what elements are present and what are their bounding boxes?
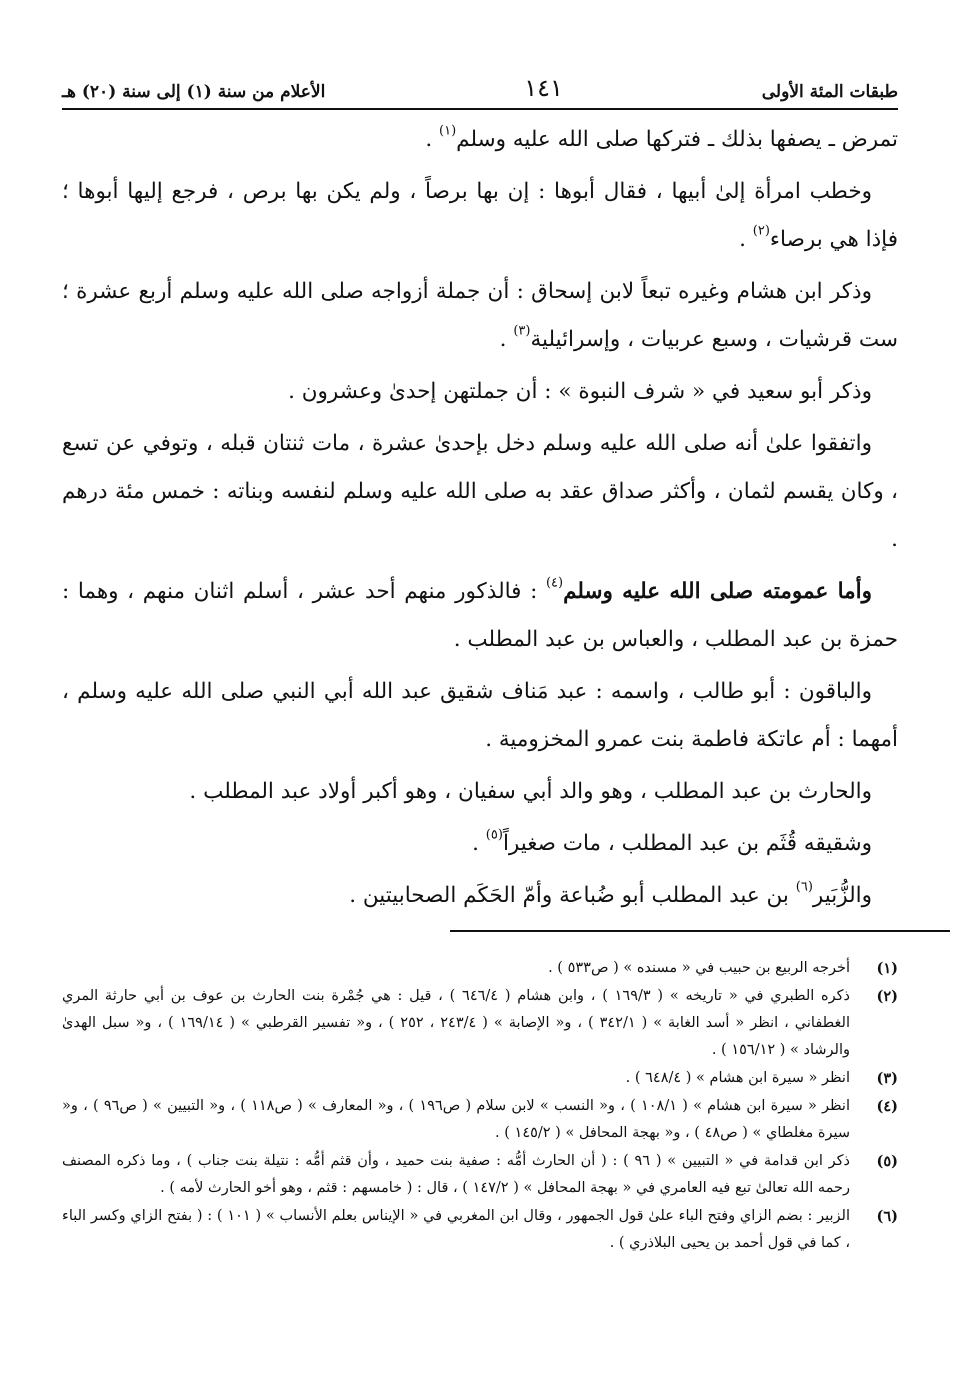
footnote-divider <box>450 930 950 932</box>
paragraph <box>62 668 898 764</box>
footnote <box>62 1203 898 1257</box>
paragraph-text: وشقيقه قُثَم بن عبد المطلب ، مات صغيراً <box>502 831 872 856</box>
footnote-ref: (٣) <box>513 323 531 339</box>
footnote <box>62 983 898 1064</box>
paragraph-text: بن عبد المطلب أبو ضُباعة وأمّ الحَكَم الصحابيتين . <box>349 883 796 908</box>
footnote <box>62 955 898 982</box>
paragraph-text: . <box>472 831 486 856</box>
paragraph-text: وذكر ابن هشام وغيره تبعاً لابن إسحاق : أن جملة أزواجه صلى الله عليه وسلم أربع عشرة ؛ ست قرشيات ، وسبع عربيات ، وإسرائيلية <box>62 279 898 352</box>
footnotes <box>62 955 898 1258</box>
footnote-text: انظر « سيرة ابن هشام » ( ١٠٨/١ ) ، و« النسب » لابن سلام ( ص١٩٦ ) ، و« المعارف » ( ص١١٨ ) ، و« التبيين » ( ص٩٦ ) ، و« سيرة مغلطاي » ( ص٤٨ ) ، و« بهجة المحافل » ( ١٤٥/٢ ) . <box>62 1098 850 1141</box>
paragraph-text: والباقون : أبو طالب ، واسمه : عبد مَناف شقيق عبد الله أبي النبي صلى الله عليه وسلم ، أمهما : أم عاتكة فاطمة بنت عمرو المخزومية . <box>62 679 898 752</box>
header-section-title: الأعلام من سنة (١) إلى سنة (٢٠) هـ <box>62 82 326 102</box>
paragraph <box>62 768 898 816</box>
footnote-ref: (٦) <box>795 879 813 895</box>
paragraph <box>62 268 898 364</box>
footnote-ref: (١) <box>439 123 457 139</box>
footnote-number: (٤) <box>876 1098 898 1115</box>
paragraph-text: . <box>499 327 514 352</box>
paragraph <box>62 116 898 164</box>
paragraph <box>62 872 898 920</box>
main-text <box>62 116 898 924</box>
paragraph <box>62 420 898 564</box>
paragraph-text: وذكر أبو سعيد في « شرف النبوة » : أن جملتهن إحدىٰ وعشرون . <box>288 379 872 404</box>
footnote-number: (٢) <box>876 988 898 1005</box>
footnote-text: ذكره الطبري في « تاريخه » ( ١٦٩/٣ ) ، وابن هشام ( ٦٤٦/٤ ) ، قيل : هي جُمْرة بنت الحارث بن عوف بن أبي حارثة المري الغطفاني ، انظر « أسد الغابة » ( ٣٤٢/١ ) ، و« الإصابة » ( ٢٤٣/٤ ، ٢٥٢ ) ، و« تفسير القرطبي » ( ١٦٩/١٤ ) ، و« سبل الهدىٰ والرشاد » ( ١٥٦/١٢ ) . <box>62 988 850 1058</box>
paragraph <box>62 820 898 868</box>
header-book-title: طبقات المئة الأولى <box>761 82 898 102</box>
footnote-number: (٦) <box>876 1208 898 1225</box>
footnote-number: (٥) <box>876 1153 898 1170</box>
footnote <box>62 1148 898 1202</box>
document-page <box>52 0 898 1387</box>
footnote-number: (٣) <box>876 1070 898 1087</box>
paragraph <box>62 368 898 416</box>
paragraph <box>62 168 898 264</box>
footnote-ref: (٤) <box>545 575 564 591</box>
footnote-text: انظر « سيرة ابن هشام » ( ٦٤٨/٤ ) . <box>625 1070 850 1086</box>
footnote-ref: (٢) <box>752 223 770 239</box>
paragraph-text: والحارث بن عبد المطلب ، وهو والد أبي سفيان ، وهو أكبر أولاد عبد المطلب . <box>189 779 872 804</box>
footnote-text: أخرجه الربيع بن حبيب في « مسنده » ( ص٥٣٣ ) . <box>548 960 850 976</box>
footnote-number: (١) <box>876 960 898 977</box>
paragraph <box>62 568 898 664</box>
footnote-text: الزبير : بضم الزاي وفتح الباء علىٰ قول الجمهور ، وقال ابن المغربي في « الإيناس بعلم الأنساب » ( ١٠١ ) : ( بفتح الزاي وكسر الباء ، كما في قول أحمد بن يحيى البلاذري ) . <box>62 1208 850 1251</box>
paragraph-text: تمرض ـ يصفها بذلك ـ فتركها صلى الله عليه وسلم <box>456 127 898 152</box>
running-header <box>62 62 898 110</box>
footnote-ref: (٥) <box>485 827 503 843</box>
footnote <box>62 1093 898 1147</box>
paragraph-text: . <box>425 127 439 152</box>
paragraph-text: واتفقوا علىٰ أنه صلى الله عليه وسلم دخل بإحدىٰ عشرة ، مات ثنتان قبله ، وتوفي عن تسع ، وكان يقسم لثمان ، وأكثر صداق عقد به صلى الله عليه وسلم لنفسه وبناته : خمس مئة درهم . <box>62 431 898 552</box>
footnote <box>62 1065 898 1092</box>
paragraph-text: : فالذكور منهم أحد عشر ، أسلم اثنان منهم ، وهما : حمزة بن عبد المطلب ، والعباس بن عبد المطلب . <box>62 579 898 652</box>
page-number: ١٤١ <box>524 74 563 102</box>
footnote-text: ذكر ابن قدامة في « التبيين » ( ٩٦ ) : ( أن الحارث أمُّه : صفية بنت حميد ، وأن قثم أمُّه : نتيلة بنت جناب ) ، وما ذكره المصنف رحمه الله تعالىٰ تبع فيه العامري في « بهجة المحافل » ( ١٤٧/٢ ) ، قال : ( خامسهم : قثم ، وهو أخو الحارث لأمه ) . <box>62 1153 850 1196</box>
paragraph-heading: وأما عمومته صلى الله عليه وسلم <box>563 579 872 604</box>
paragraph-text: والزُّبَير <box>812 883 872 908</box>
paragraph-text: . <box>739 227 753 252</box>
paragraph-text: وخطب امرأة إلىٰ أبيها ، فقال أبوها : إن بها برصاً ، ولم يكن بها برص ، فرجع إليها أبوها ؛ فإذا هي برصاء <box>62 179 898 252</box>
